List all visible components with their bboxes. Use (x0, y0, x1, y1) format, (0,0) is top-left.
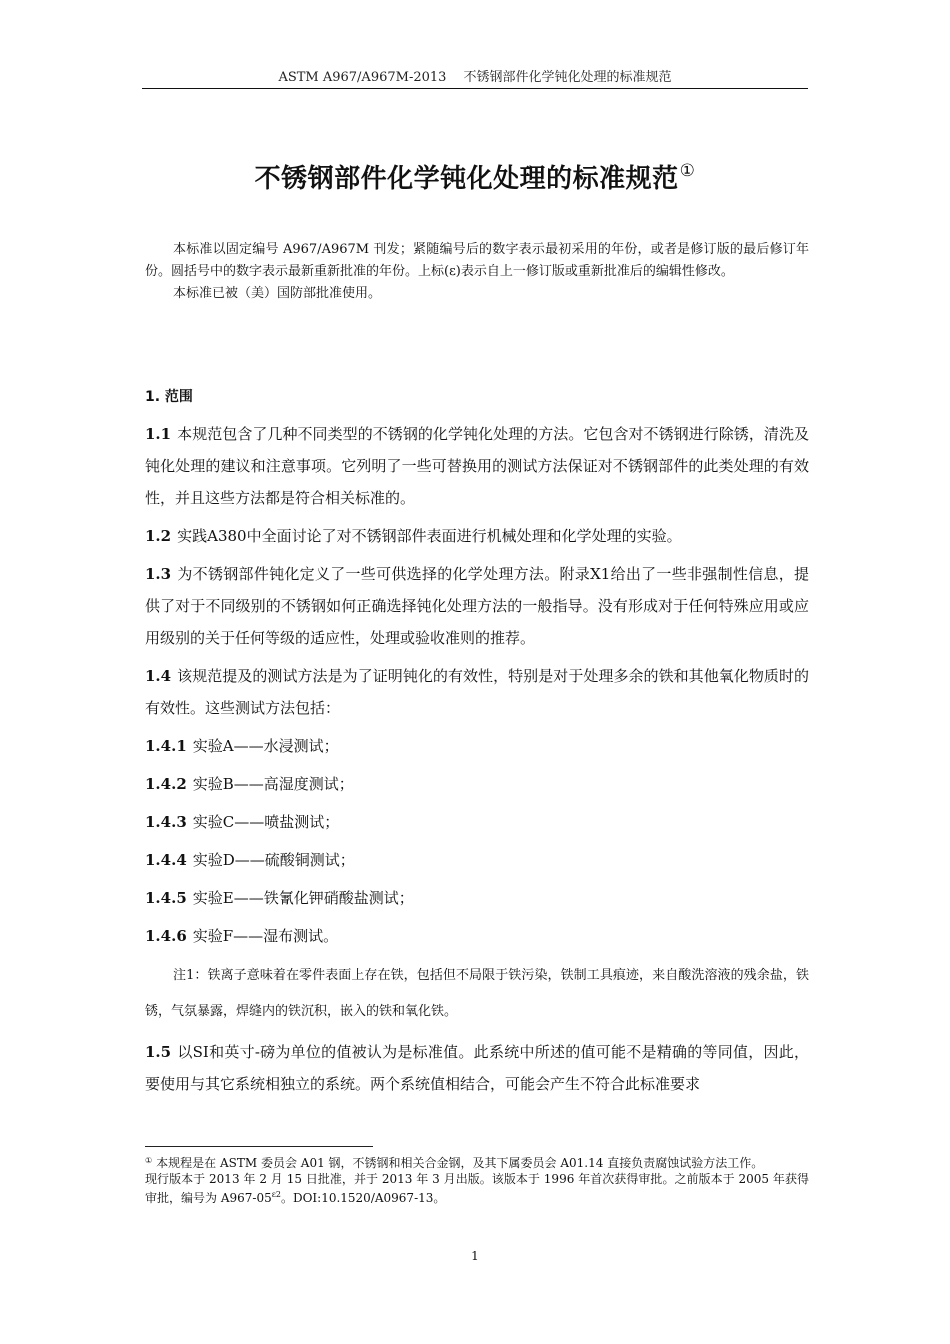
test-item (145, 806, 809, 838)
clause-text: 为不锈钢部件钝化定义了一些可供选择的化学处理方法。附录X1给出了一些非强制性信息，提供了对于不同级别的不锈钢如何正确选择钝化处理方法的一般指导。没有形成对于任何特殊应用或应用级别的关于任何等级的适应性，处理或验收准则的推荐。 (145, 565, 809, 647)
clause-text: 实验F——湿布测试。 (192, 927, 339, 945)
clause-text: 实验C——喷盐测试； (192, 813, 340, 831)
footnote (145, 1153, 809, 1206)
clause-number: 1.4.1 (145, 737, 187, 755)
running-header: ASTM A967/A967M-2013 不锈钢部件化学钝化处理的标准规范 (278, 70, 672, 85)
test-item (145, 730, 809, 762)
clause-number: 1.4.4 (145, 851, 187, 869)
clause-number: 1.4 (145, 667, 172, 685)
clause-number: 1.4.5 (145, 889, 187, 907)
section-heading-scope: 1. 范围 (145, 389, 193, 405)
footnote-mark: ① (145, 1156, 153, 1165)
test-item (145, 920, 809, 952)
section-body (145, 418, 809, 1106)
intro-paragraph: 本标准以固定编号 A967/A967M 刊发；紧随编号后的数字表示最初采用的年份，或者是修订版的最后修订年份。圆括号中的数字表示最新重新批准的年份。上标(ε)表示自上一修订版或重新批准后的编辑性修改。 (145, 242, 809, 279)
clause-text: 该规范提及的测试方法是为了证明钝化的有效性，特别是对于处理多余的铁和其他氧化物质时的有效性。这些测试方法包括： (145, 667, 809, 717)
clause-number: 1.1 (145, 425, 172, 443)
footnote-text: 现行版本于 2013 年 2 月 15 日批准，并于 2013 年 3 月出版。该版本于 1996 年首次获得审批。之前版本于 2005 年获得审批，编号为 A967-05 (145, 1172, 809, 1205)
clause-text: 实验D——硫酸铜测试； (192, 851, 355, 869)
footnote-superscript: ε2 (271, 1190, 281, 1199)
clause-1-3 (145, 558, 809, 654)
clause-text: 实验E——铁氰化钾硝酸盐测试； (192, 889, 414, 907)
clause-1-1 (145, 418, 809, 514)
test-item (145, 768, 809, 800)
clause-number: 1.4.3 (145, 813, 187, 831)
footnote-text: 本规程是在 ASTM 委员会 A01 钢，不锈钢和相关合金钢，及其下属委员会 A01.14 直接负责腐蚀试验方法工作。 (156, 1156, 764, 1170)
intro-block (145, 239, 809, 305)
clause-text: 实践A380中全面讨论了对不锈钢部件表面进行机械处理和化学处理的实验。 (177, 527, 682, 545)
clause-number: 1.3 (145, 565, 172, 583)
footnote-rule (145, 1146, 373, 1147)
clause-1-4 (145, 660, 809, 724)
clause-text: 以SI和英寸-磅为单位的值被认为是标准值。此系统中所述的值可能不是精确的等同值，因此，要使用与其它系统相独立的系统。两个系统值相结合，可能会产生不符合此标准要求 (145, 1043, 809, 1093)
document-title-text: 不锈钢部件化学钝化处理的标准规范 (254, 164, 679, 194)
page-number: 1 (471, 1249, 479, 1263)
intro-paragraph: 本标准已被（美）国防部批准使用。 (173, 286, 382, 301)
clause-number: 1.2 (145, 527, 172, 545)
document-title (142, 158, 808, 195)
clause-number: 1.4.6 (145, 927, 187, 945)
clause-1-2 (145, 520, 809, 552)
clause-number: 1.5 (145, 1043, 172, 1061)
footnote-text: 。DOI:10.1520/A0967-13。 (280, 1191, 446, 1205)
footnote-line (145, 1153, 809, 1171)
clause-text: 实验A——水浸测试； (192, 737, 339, 755)
note-1: 注1：铁离子意味着在零件表面上存在铁，包括但不局限于铁污染，铁制工具痕迹，来自酸洗溶液的残余盐，铁锈，气氛暴露，焊缝内的铁沉积，嵌入的铁和氧化铁。 (145, 968, 809, 1019)
test-item (145, 882, 809, 914)
footnote-line (145, 1171, 809, 1206)
title-footnote-mark: ① (679, 161, 696, 181)
header-rule (142, 88, 808, 89)
test-item (145, 844, 809, 876)
clause-text: 实验B——高湿度测试； (192, 775, 354, 793)
clause-number: 1.4.2 (145, 775, 187, 793)
clause-1-5 (145, 1036, 809, 1100)
clause-text: 本规范包含了几种不同类型的不锈钢的化学钝化处理的方法。它包含对不锈钢进行除锈，清洗及钝化处理的建议和注意事项。它列明了一些可替换用的测试方法保证对不锈钢部件的此类处理的有效性，并且这些方法都是符合相关标准的。 (145, 425, 809, 507)
